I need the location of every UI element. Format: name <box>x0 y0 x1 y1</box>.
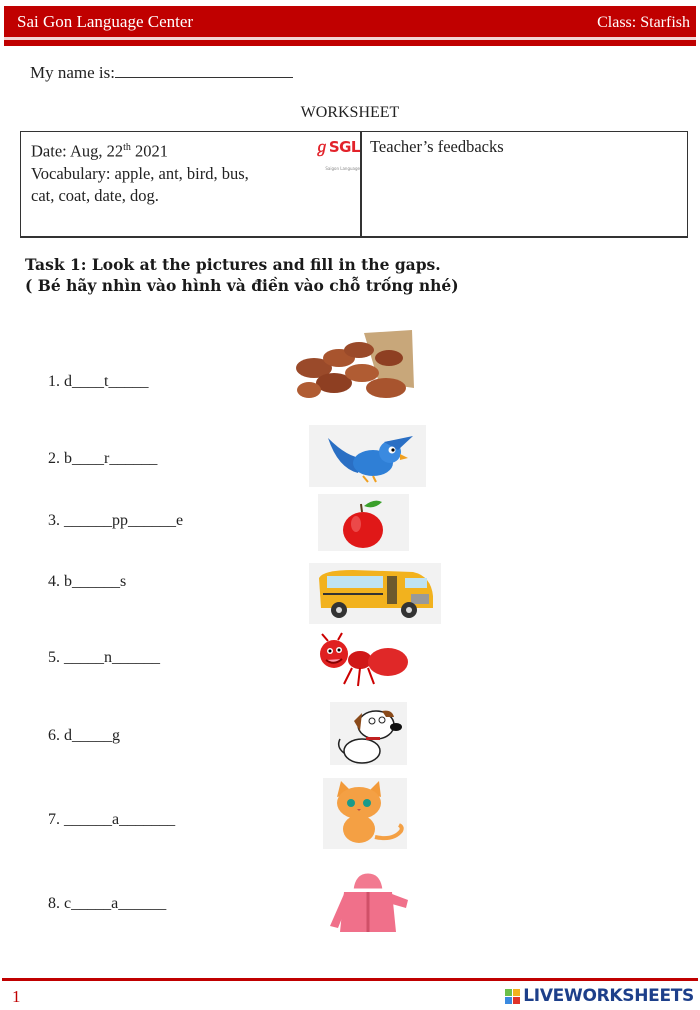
item-7[interactable]: 7. ______a_______ <box>48 811 176 828</box>
cat-icon <box>323 779 407 849</box>
name-field <box>30 62 293 83</box>
ant-picture <box>312 632 412 690</box>
task-subtitle: ( Bé hãy nhìn vào hình và điền vào chỗ trống nhé) <box>25 276 459 295</box>
info-cell <box>21 132 362 236</box>
item-6[interactable]: 6. d_____g <box>48 727 120 744</box>
item-5[interactable]: 5. _____n______ <box>48 649 160 666</box>
date-prefix: Date: Aug, 22 <box>31 141 124 161</box>
bird-icon <box>318 428 418 484</box>
task-title: Task 1: Look at the pictures and fill in the gaps. <box>25 255 441 274</box>
name-blank[interactable] <box>115 62 293 78</box>
item-8[interactable]: 8. c_____a______ <box>48 895 167 912</box>
date-sup: th <box>123 142 131 153</box>
coat-icon <box>326 870 412 940</box>
coat-picture <box>326 870 412 940</box>
apple-picture <box>318 494 409 551</box>
vocabulary-line-2: cat, coat, date, dog. <box>31 185 159 205</box>
dog-picture <box>330 702 407 765</box>
vocabulary-line-1: Vocabulary: apple, ant, bird, bus, <box>31 163 249 183</box>
page-header <box>4 6 696 46</box>
school-name: Sai Gon Language Center <box>17 12 194 31</box>
feedback-label: Teacher’s feedbacks <box>370 137 504 156</box>
class-name: Class: Starfish <box>597 14 690 31</box>
feedback-cell[interactable] <box>362 132 687 236</box>
item-2[interactable]: 2. b____r______ <box>48 450 158 467</box>
date-suffix: 2021 <box>130 141 169 161</box>
apple-icon <box>334 496 394 550</box>
liveworksheets-grid-icon <box>505 989 520 1004</box>
bird-picture <box>309 425 426 487</box>
sgl-logo-sub: Saigon Language <box>325 166 360 171</box>
liveworksheets-logo[interactable] <box>505 986 694 1006</box>
info-box <box>20 131 688 238</box>
footer-line <box>2 978 698 981</box>
bus-icon <box>313 566 437 622</box>
sgl-logo-mark: ℊSGL <box>314 138 360 156</box>
sgl-logo <box>314 136 360 180</box>
cat-picture <box>323 778 407 849</box>
bus-picture <box>309 563 441 624</box>
dog-icon <box>332 703 406 765</box>
liveworksheets-brand: LIVEWORKSHEETS <box>523 986 694 1006</box>
swirl-icon: ℊ <box>314 138 329 156</box>
dates-picture <box>294 328 416 410</box>
item-3[interactable]: 3. ______pp______e <box>48 512 184 529</box>
dates-icon <box>294 328 416 410</box>
date-line <box>31 137 350 163</box>
header-stripe <box>4 37 696 40</box>
name-label: My name is: <box>30 63 115 82</box>
worksheet-title: WORKSHEET <box>300 104 400 121</box>
item-4[interactable]: 4. b______s <box>48 573 127 590</box>
page-number: 1 <box>12 987 21 1006</box>
item-1[interactable]: 1. d____t_____ <box>48 373 149 390</box>
ant-icon <box>312 632 412 690</box>
task-heading <box>25 254 459 296</box>
